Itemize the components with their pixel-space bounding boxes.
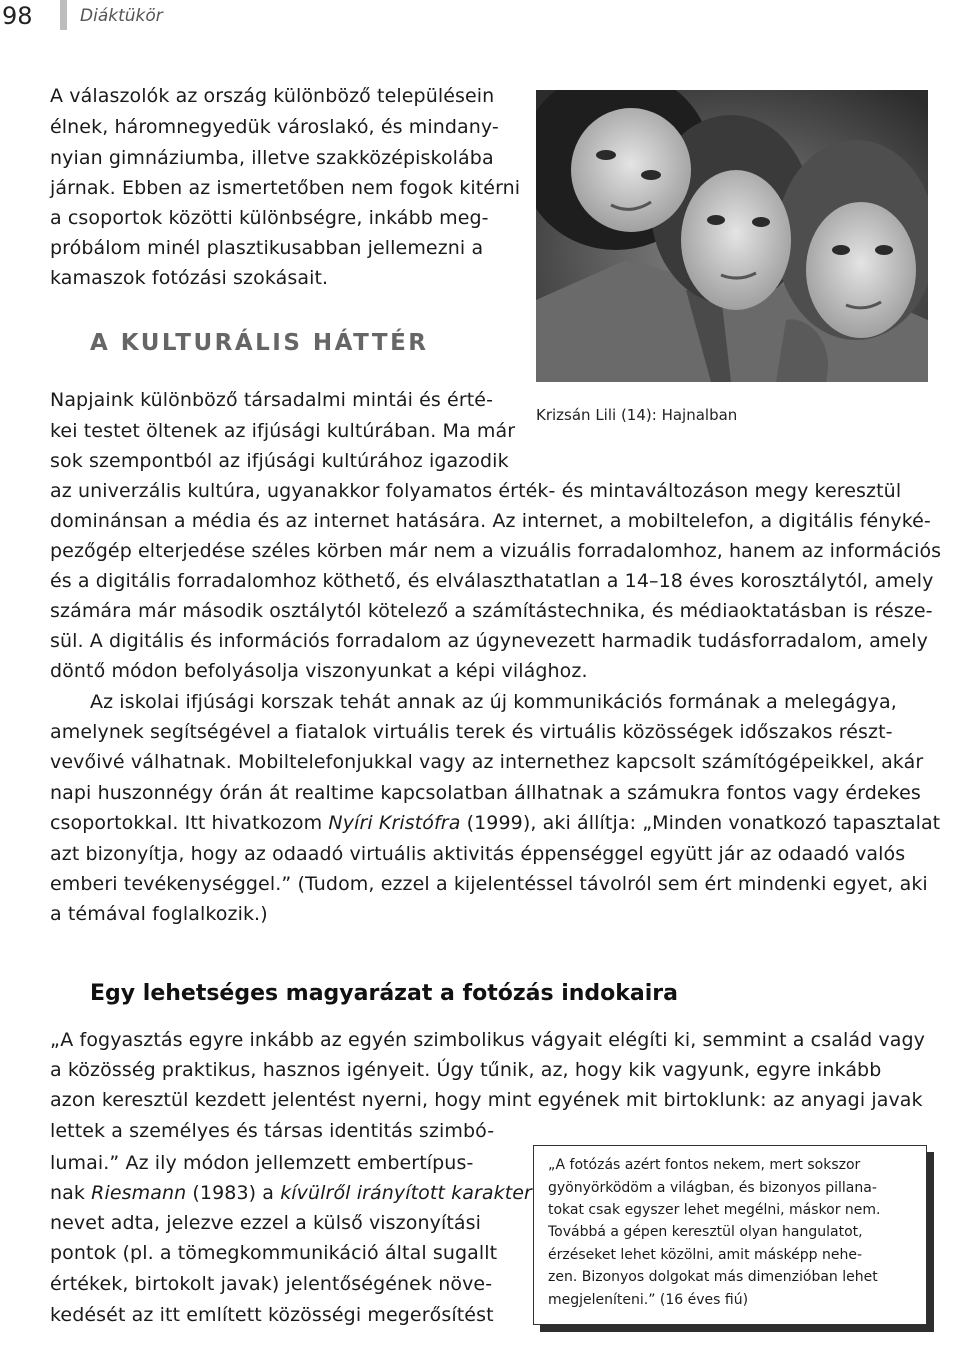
body-line: Napjaink különböző társadalmi mintái és érté-: [50, 389, 494, 411]
intro-line: járnak. Ebben az ismertetőben nem fogok kitérni: [50, 177, 521, 199]
quote-line: értékek, birtokolt javak) jelentőségének növe-: [50, 1273, 493, 1295]
intro-line: próbálom minél plasztikusabban jellemezni a: [50, 237, 484, 259]
citation-author: Nyíri Kristófra: [328, 812, 461, 834]
boxed-quote-line: megjeleníteni.” (16 éves fiú): [548, 1292, 749, 1308]
boxed-quote-line: Továbbá a gépen keresztül olyan hangulatot,: [548, 1224, 863, 1240]
photo-three-girls: [536, 90, 928, 382]
citation-before: csoportokkal. Itt hivatkozom: [50, 812, 329, 834]
quote-line: lumai.” Az ily módon jellemzett embertípus-: [50, 1152, 474, 1174]
quote-line: nevet adta, jelezve ezzel a külső viszonyítási: [50, 1212, 481, 1234]
body-line: a témával foglalkozik.): [50, 903, 268, 925]
intro-line: a csoportok közötti különbségre, inkább meg-: [50, 207, 489, 229]
quote-line-riesmann: [50, 1179, 532, 1208]
intro-line: nyian gimnáziumba, illetve szakközépiskolába: [50, 147, 494, 169]
quote-line: lettek a személyes és társas identitás szimbó-: [50, 1120, 495, 1142]
quote-line: pontok (pl. a tömegkommunikáció által sugallt: [50, 1242, 498, 1264]
body-line: az univerzális kultúra, ugyanakkor folyamatos érték- és mintaváltozáson megy keresztül: [50, 480, 902, 502]
boxed-quote-line: „A fotózás azért fontos nekem, mert sokszor: [548, 1157, 861, 1173]
body-line: vevőivé válhatnak. Mobiltelefonjukkal vagy az internethez kapcsolt számítógépeikkel, akár: [50, 751, 924, 773]
body-line: amelynek segítségével a fiatalok virtuális terek és virtuális közösségek időszakos részt-: [50, 721, 893, 743]
page-number: 98: [2, 2, 33, 30]
quote-line: azon keresztül kezdett jelentést nyerni, hogy mint egyének mit birtoklunk: az anyagi javak: [50, 1089, 923, 1111]
riesmann-middle: (1983) a: [186, 1182, 281, 1204]
quote-line: kedését az itt említett közösségi megerősítést: [50, 1304, 494, 1326]
body-line: dominánsan a média és az internet hatására. Az internet, a mobiltelefon, a digitális fényké-: [50, 510, 931, 532]
intro-line: kamaszok fotózási szokásait.: [50, 267, 329, 289]
body-line: döntő módon befolyásolja viszonyunkat a képi világhoz.: [50, 660, 588, 682]
quote-line: a közösség praktikus, hasznos igényeit. Úgy tűnik, az, hogy kik vagyunk, egyre inkább: [50, 1059, 882, 1081]
riesmann-term: kívülről irányított karakter: [280, 1182, 532, 1204]
body-line-citation: [50, 809, 940, 838]
body-line: és a digitális forradalomhoz köthető, és elválaszthatatlan a 14–18 éves korosztálytól, amely: [50, 570, 934, 592]
body-line: számára már második osztálytól kötelező a számítástechnika, és médiaoktatásban is része-: [50, 600, 933, 622]
body-line: napi huszonnégy órán át realtime kapcsolatban állhatnak a számukra fontos vagy érdekes: [50, 782, 921, 804]
subheading: Egy lehetséges magyarázat a fotózás indokaira: [90, 981, 679, 1006]
section-heading-text: A KULTURÁLIS HÁTTÉR: [90, 330, 429, 356]
riesmann-before: nak: [50, 1182, 92, 1204]
section-heading: [90, 327, 429, 359]
running-title: Diáktükör: [80, 6, 163, 26]
header-divider-bar: [60, 0, 67, 30]
intro-line: élnek, háromnegyedük városlakó, és mindany-: [50, 116, 499, 138]
body-line: sül. A digitális és információs forradalom az úgynevezett harmadik tudásforradalom, amely: [50, 630, 928, 652]
body-line: sok szempontból az ifjúsági kultúrához igazodik: [50, 450, 509, 472]
body-line: emberi tevékenységgel.” (Tudom, ezzel a kijelentéssel távolról sem ért mindenki egyet, aki: [50, 873, 928, 895]
boxed-quote: [533, 1145, 927, 1325]
body-line: kei testet öltenek az ifjúsági kultúrában. Ma már: [50, 420, 516, 442]
boxed-quote-line: zen. Bizonyos dolgokat más dimenzióban lehet: [548, 1269, 878, 1285]
intro-line: A válaszolók az ország különböző településein: [50, 85, 495, 107]
body-line: Az iskolai ifjúsági korszak tehát annak az új kommunikációs formának a melegágya,: [90, 691, 897, 713]
citation-after: (1999), aki állítja: „Minden vonatkozó tapasztalat: [460, 812, 941, 834]
quote-line: „A fogyasztás egyre inkább az egyén szimbolikus vágyait elégíti ki, semmint a család vagy: [50, 1029, 925, 1051]
body-line: pezőgép elterjedése széles körben már nem a vizuális forradalomhoz, hanem az információs: [50, 540, 942, 562]
boxed-quote-line: érzéseket lehet közölni, amit másképp nehe-: [548, 1247, 862, 1263]
photo-caption: Krizsán Lili (14): Hajnalban: [536, 406, 738, 424]
boxed-quote-line: tokat csak egyszer lehet megélni, máskor nem.: [548, 1202, 881, 1218]
body-line: azt bizonyítja, hogy az odaadó virtuális aktivitás éppenséggel együtt jár az odaadó valós: [50, 843, 906, 865]
boxed-quote-line: gyönyörködöm a világban, és bizonyos pillana-: [548, 1180, 877, 1196]
riesmann-author: Riesmann: [91, 1182, 187, 1204]
photo-illustration: [536, 90, 928, 382]
